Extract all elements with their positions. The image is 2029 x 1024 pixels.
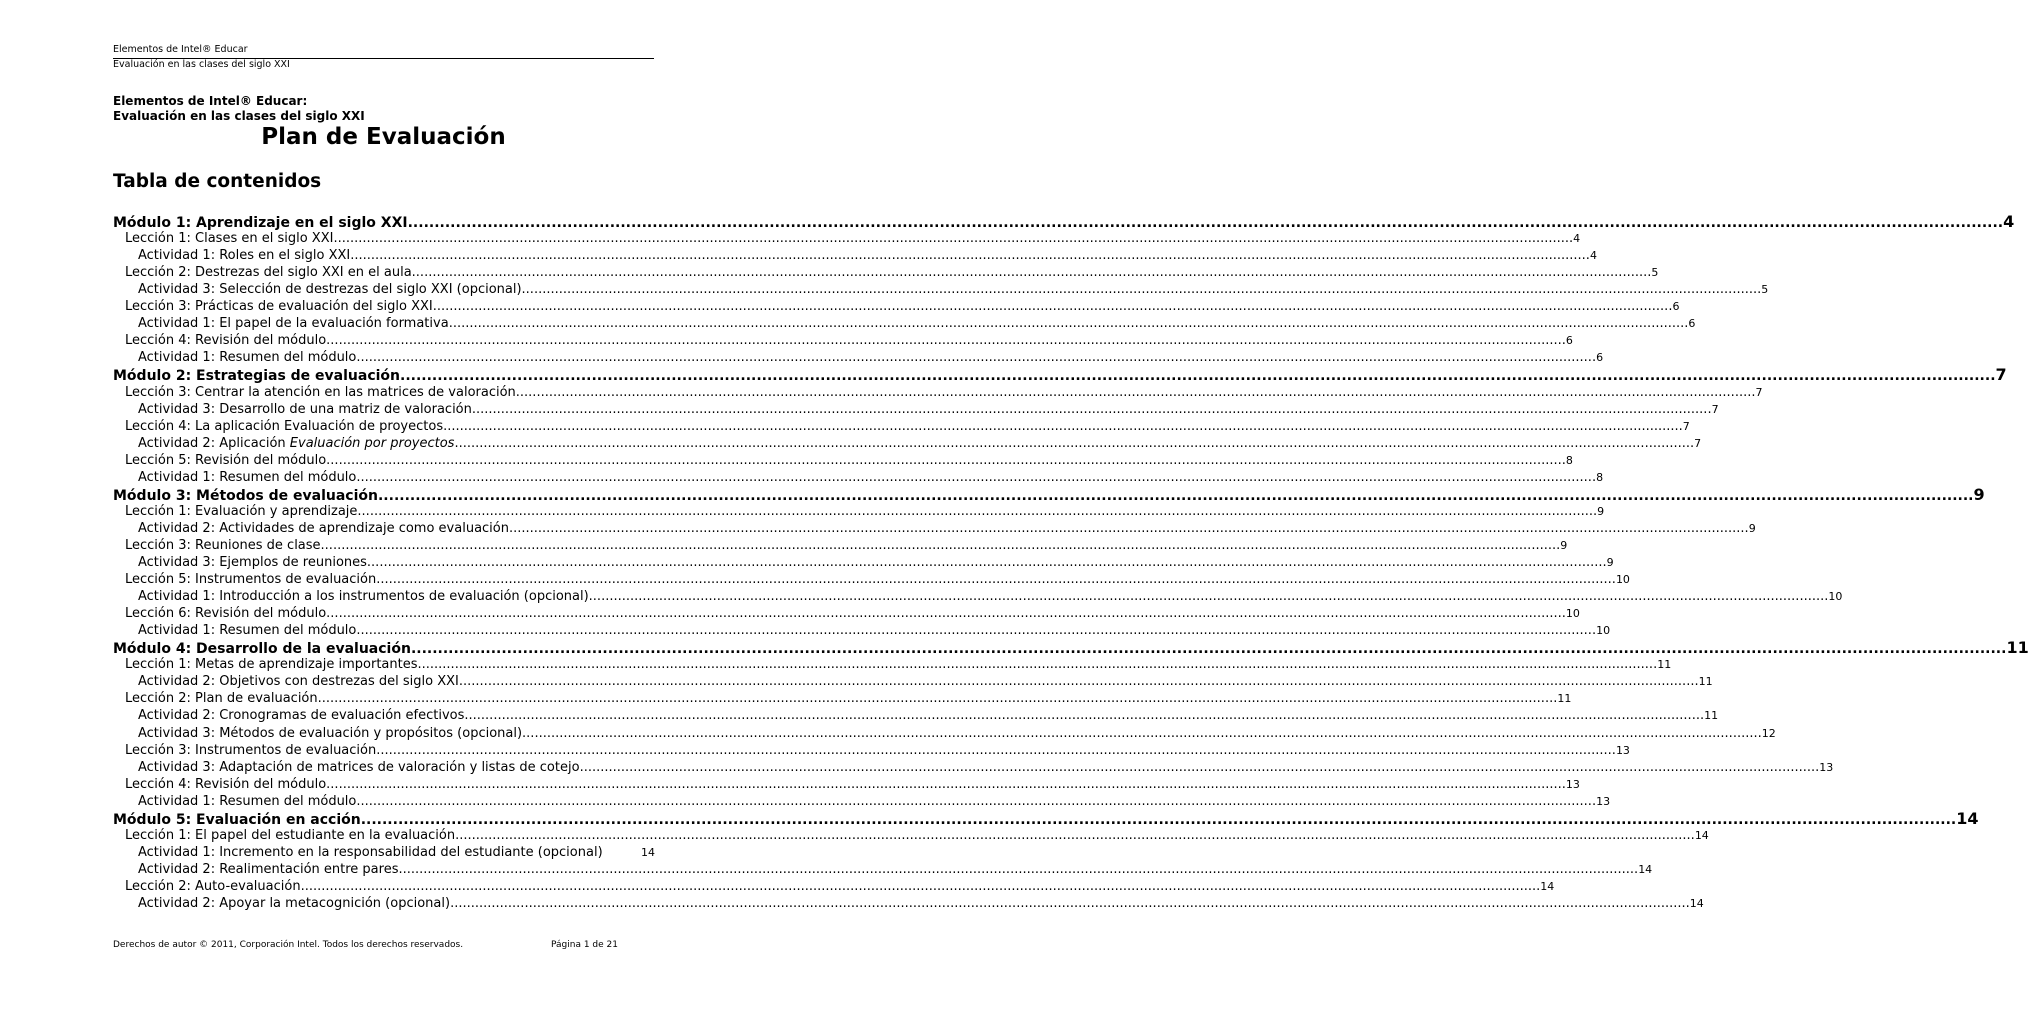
toc-entry[interactable] xyxy=(138,725,1776,742)
toc-entry-label: Actividad 1: Resumen del módulo xyxy=(138,350,357,366)
toc-entry[interactable] xyxy=(125,656,1672,673)
toc-entry-label: Lección 2: Plan de evaluación xyxy=(125,691,318,707)
toc-entry-label: Módulo 1: Aprendizaje en el siglo XXI xyxy=(113,215,408,231)
toc-entry[interactable] xyxy=(113,212,2015,231)
toc-entry-page: 10 xyxy=(1615,573,1630,587)
toc-entry[interactable] xyxy=(138,469,1604,486)
toc-entry[interactable] xyxy=(138,759,1834,776)
toc-entry-page: 8 xyxy=(1565,453,1573,467)
toc-entry-page: 4 xyxy=(1573,232,1581,246)
toc-leader-dots: ............................................................................................................................................................................................................................................................................................................ xyxy=(356,469,1597,485)
toc-entry-label: Lección 3: Prácticas de evaluación del siglo XXI xyxy=(125,299,433,315)
toc-leader-dots: ............................................................................................................................................................................................................................................................................................................ xyxy=(400,368,1996,385)
toc-entry-page: 14 xyxy=(1638,862,1653,876)
toc-entry-label: Lección 2: Auto-evaluación xyxy=(125,878,301,894)
toc-entry-page: 4 xyxy=(2003,212,2015,231)
footer-copyright: Derechos de autor © 2011, Corporación Intel. Todos los derechos reservados. xyxy=(113,940,464,950)
toc-entry-italic: Evaluación por proyectos xyxy=(289,435,455,451)
toc-entry-page: 7 xyxy=(1995,365,2007,385)
toc-entry-label: Lección 3: Instrumentos de evaluación xyxy=(125,742,377,758)
page-title: Plan de Evaluación xyxy=(261,124,506,150)
toc-entry[interactable] xyxy=(125,605,1580,622)
toc-entry-page: 13 xyxy=(1565,777,1580,791)
toc-entry-page: 7 xyxy=(1682,419,1690,433)
toc-entry-label: Actividad 1: Resumen del módulo xyxy=(138,793,357,809)
toc-entry-page: 11 xyxy=(2006,638,2029,658)
toc-entry-page: 9 xyxy=(1973,484,1985,504)
toc-leader-dots: ............................................................................................................................................................................................................................................................................................................ xyxy=(356,350,1597,366)
toc-entry-page: 13 xyxy=(1819,760,1834,774)
toc-entry[interactable] xyxy=(138,520,1756,537)
toc-entry-label: Actividad 1: Resumen del módulo xyxy=(138,623,357,639)
toc-entry-label: Lección 6: Revisión del módulo xyxy=(125,606,327,622)
toc-entry-label: Actividad 2: Cronogramas de evaluación efectivos xyxy=(138,708,465,724)
toc-entry-label: Lección 4: La aplicación Evaluación de proyectos xyxy=(125,418,444,434)
toc-leader-dots: ............................................................................................................................................................................................................................................................................................................ xyxy=(376,572,1616,588)
toc-entry[interactable] xyxy=(125,537,1568,554)
toc-entry-page: 6 xyxy=(1596,351,1604,365)
toc-entry-page: 14 xyxy=(641,845,655,859)
toc-leader-dots: ............................................................................................................................................................................................................................................................................................................ xyxy=(471,401,1712,417)
toc-entry[interactable] xyxy=(125,827,1709,844)
toc-entry-page: 11 xyxy=(1698,675,1713,689)
toc-entry[interactable] xyxy=(125,503,1605,520)
toc-entry-page: 14 xyxy=(1956,808,1979,828)
toc-entry-label: Módulo 5: Evaluación en acción xyxy=(113,811,361,828)
toc-entry-label: Módulo 4: Desarrollo de la evaluación xyxy=(113,641,411,658)
toc-entry-page: 10 xyxy=(1596,624,1611,638)
toc-entry-page: 8 xyxy=(1596,470,1604,484)
toc-leader-dots: ............................................................................................................................................................................................................................................................................................................ xyxy=(588,589,1829,605)
toc-entry[interactable] xyxy=(113,484,1985,504)
toc-entry-label: Actividad 2: Realimentación entre pares xyxy=(138,861,399,877)
toc-entry[interactable] xyxy=(138,861,1653,878)
toc-entry-label: Lección 5: Instrumentos de evaluación xyxy=(125,572,377,588)
toc-leader-dots: ............................................................................................................................................................................................................................................................................................................ xyxy=(326,776,1566,792)
toc-entry-page: 10 xyxy=(1828,590,1843,604)
toc-entry[interactable] xyxy=(113,638,2029,658)
toc-leader-dots: ............................................................................................................................................................................................................................................................................................................ xyxy=(357,503,1598,519)
toc-leader-dots: ............................................................................................................................................................................................................................................................................................................ xyxy=(356,623,1597,639)
footer-page-number: Página 1 de 21 xyxy=(551,940,618,950)
toc-leader-dots: ............................................................................................................................................................................................................................................................................................................ xyxy=(464,708,1705,724)
toc-entry-page: 6 xyxy=(1672,300,1680,314)
toc-entry[interactable] xyxy=(125,418,1690,435)
toc-entry-page: 11 xyxy=(1704,709,1719,723)
toc-entry-label: Actividad 1: Incremento en la responsabilidad del estudiante (opcional) xyxy=(138,844,603,860)
toc-leader-dots: ............................................................................................................................................................................................................................................................................................................ xyxy=(317,691,1558,707)
toc-leader-dots: ............................................................................................................................................................................................................................................................................................................ xyxy=(521,282,1762,298)
toc-entry[interactable] xyxy=(125,452,1573,469)
toc-leader-dots: ............................................................................................................................................................................................................................................................................................................ xyxy=(326,606,1566,622)
toc-entry-label: Lección 3: Reuniones de clase xyxy=(125,537,321,553)
toc-entry-page: 7 xyxy=(1711,402,1719,416)
toc-entry-label: Actividad 2: Aplicación Evaluación por proyectos xyxy=(138,435,455,451)
toc-entry-label: Actividad 3: Métodos de evaluación y propósitos (opcional) xyxy=(138,725,523,741)
toc-entry-label: Actividad 2: Actividades de aprendizaje como evaluación xyxy=(138,520,509,536)
toc-entry[interactable] xyxy=(125,776,1580,793)
toc-leader-dots: ............................................................................................................................................................................................................................................................................................................ xyxy=(455,827,1695,843)
toc-entry-page: 14 xyxy=(1540,879,1555,893)
toc-entry-label: Actividad 3: Desarrollo de una matriz de valoración xyxy=(138,401,472,417)
toc-leader-dots: ............................................................................................................................................................................................................................................................................................................ xyxy=(326,333,1566,349)
toc-entry-page: 6 xyxy=(1688,317,1696,331)
toc-entry[interactable] xyxy=(138,793,1611,810)
toc-leader-dots: ............................................................................................................................................................................................................................................................................................................ xyxy=(458,674,1699,690)
toc-leader-dots: ............................................................................................................................................................................................................................................................................................................ xyxy=(432,299,1673,315)
toc-entry-page: 13 xyxy=(1596,794,1611,808)
toc-entry[interactable] xyxy=(138,588,1843,605)
toc-entry-page: 9 xyxy=(1560,538,1568,552)
toc-entry-label: Actividad 3: Ejemplos de reuniones xyxy=(138,555,367,570)
toc-leader-dots: ............................................................................................................................................................................................................................................................................................................ xyxy=(333,231,1574,247)
toc-entry[interactable] xyxy=(138,707,1719,724)
toc-leader-dots: ............................................................................................................................................................................................................................................................................................................ xyxy=(350,248,1590,264)
toc-leader-dots: ............................................................................................................................................................................................................................................................................................................ xyxy=(326,452,1566,468)
toc-entry-page: 11 xyxy=(1657,658,1672,672)
toc-leader-dots: ............................................................................................................................................................................................................................................................................................................ xyxy=(515,384,1756,400)
document-subtitle-line1: Elementos de Intel® Educar: xyxy=(113,94,308,108)
document-subtitle-line2: Evaluación en las clases del siglo XXI xyxy=(113,109,365,123)
toc-entry-page: 7 xyxy=(1755,385,1763,399)
toc-entry-page: 5 xyxy=(1761,283,1769,297)
toc-entry-page: 9 xyxy=(1606,556,1614,569)
toc-entry-page: 12 xyxy=(1761,726,1776,740)
toc-entry-page: 7 xyxy=(1694,436,1702,450)
toc-entry[interactable] xyxy=(125,878,1555,895)
toc-leader-dots: ............................................................................................................................................................................................................................................................................................................ xyxy=(356,793,1597,809)
toc-entry[interactable] xyxy=(125,332,1573,349)
toc-leader-dots: ............................................................................................................................................................................................................................................................................................................ xyxy=(411,265,1652,281)
toc-entry[interactable] xyxy=(125,571,1630,588)
toc-entry-page: 11 xyxy=(1557,692,1572,706)
toc-leader-dots: ............................................................................................................................................................................................................................................................................................................ xyxy=(448,316,1689,332)
toc-entry-label: Actividad 2: Apoyar la metacognición (opcional) xyxy=(138,896,451,911)
toc-entry-page: 5 xyxy=(1651,266,1659,280)
toc-entry-page: 4 xyxy=(1589,249,1597,263)
toc-entry-label: Lección 3: Centrar la atención en las matrices de valoración xyxy=(125,384,516,400)
toc-heading: Tabla de contenidos xyxy=(113,171,322,192)
toc-leader-dots: ............................................................................................................................................................................................................................................................................................................ xyxy=(376,742,1616,758)
toc-entry[interactable] xyxy=(138,554,1614,571)
toc-entry-page: 14 xyxy=(1689,897,1704,910)
toc-entry[interactable] xyxy=(125,742,1630,759)
toc-entry-label: Lección 5: Revisión del módulo xyxy=(125,452,327,468)
toc-leader-dots: ............................................................................................................................................................................................................................................................................................................ xyxy=(398,861,1639,877)
toc-entry-label: Actividad 2: Objetivos con destrezas del siglo XXI xyxy=(138,674,459,690)
toc-entry-label: Lección 4: Revisión del módulo xyxy=(125,333,327,349)
toc-entry-label: Lección 1: El papel del estudiante en la evaluación xyxy=(125,827,456,843)
toc-entry[interactable] xyxy=(138,673,1713,690)
toc-leader-dots: ............................................................................................................................................................................................................................................................................................................ xyxy=(508,520,1749,536)
toc-entry-label: Actividad 1: Roles en el siglo XXI xyxy=(138,248,351,264)
toc-leader-dots: ............................................................................................................................................................................................................................................................................................................ xyxy=(410,641,2007,658)
toc-entry-label: Módulo 3: Métodos de evaluación xyxy=(113,487,378,504)
toc-entry[interactable] xyxy=(138,315,1696,332)
toc-leader-dots: ............................................................................................................................................................................................................................................................................................................ xyxy=(377,487,1974,504)
toc-entry[interactable] xyxy=(138,622,1611,639)
running-header-title: Elementos de Intel® Educar xyxy=(113,44,248,55)
toc-entry-label: Lección 1: Clases en el siglo XXI xyxy=(125,231,334,247)
toc-entry-page: 9 xyxy=(1597,504,1605,518)
toc-entry-page: 10 xyxy=(1565,607,1580,621)
toc-entry[interactable] xyxy=(138,895,1704,912)
toc-entry[interactable] xyxy=(138,247,1597,264)
toc-entry[interactable] xyxy=(125,264,1659,281)
toc-entry-label: Lección 1: Metas de aprendizaje importantes xyxy=(125,657,418,673)
toc-entry-label: Actividad 1: Introducción a los instrumentos de evaluación (opcional) xyxy=(138,589,589,605)
toc-entry-label: Módulo 2: Estrategias de evaluación xyxy=(113,368,400,385)
toc-entry-label: Lección 4: Revisión del módulo xyxy=(125,776,327,792)
toc-leader-dots: ............................................................................................................................................................................................................................................................................................................ xyxy=(450,896,1690,911)
toc-entry-label: Actividad 3: Adaptación de matrices de valoración y listas de cotejo xyxy=(138,759,580,775)
toc-entry[interactable] xyxy=(138,844,655,861)
toc-entry[interactable] xyxy=(125,298,1680,315)
toc-leader-dots: ............................................................................................................................................................................................................................................................................................................ xyxy=(443,418,1683,434)
toc-entry[interactable] xyxy=(113,365,2007,385)
toc-entry-page: 6 xyxy=(1565,334,1573,348)
toc-entry[interactable] xyxy=(113,808,1979,828)
toc-entry[interactable] xyxy=(125,690,1572,707)
toc-leader-dots: ............................................................................................................................................................................................................................................................................................................ xyxy=(360,811,1957,828)
toc-entry[interactable] xyxy=(138,349,1604,366)
toc-entry-label: Lección 2: Destrezas del siglo XXI en el aula xyxy=(125,265,412,281)
toc-leader-dots: ............................................................................................................................................................................................................................................................................................................ xyxy=(407,215,2004,231)
toc-leader-dots: ............................................................................................................................................................................................................................................................................................................ xyxy=(417,657,1658,673)
toc-entry-page: 14 xyxy=(1694,828,1709,842)
toc-leader-dots: ............................................................................................................................................................................................................................................................................................................ xyxy=(579,759,1820,775)
toc-leader-dots: ............................................................................................................................................................................................................................................................................................................ xyxy=(320,537,1561,553)
toc-leader-dots: ............................................................................................................................................................................................................................................................................................................ xyxy=(366,555,1607,570)
toc-entry[interactable] xyxy=(138,281,1769,298)
toc-entry-label: Actividad 1: Resumen del módulo xyxy=(138,469,357,485)
toc-entry-label: Lección 1: Evaluación y aprendizaje xyxy=(125,503,358,519)
toc-entry-label: Actividad 1: El papel de la evaluación formativa xyxy=(138,316,449,332)
toc-leader-dots: ............................................................................................................................................................................................................................................................................................................ xyxy=(454,435,1695,451)
toc-entry-page: 9 xyxy=(1748,521,1756,535)
toc-entry[interactable] xyxy=(138,435,1702,452)
toc-entry-label: Actividad 3: Selección de destrezas del siglo XXI (opcional) xyxy=(138,282,522,298)
toc-entry[interactable] xyxy=(125,384,1763,401)
toc-entry-page: 13 xyxy=(1615,743,1630,757)
toc-leader-dots: ............................................................................................................................................................................................................................................................................................................ xyxy=(300,878,1541,894)
toc-entry[interactable] xyxy=(138,401,1719,418)
running-header-subtitle: Evaluación en las clases del siglo XXI xyxy=(113,59,290,70)
toc-leader-dots: ............................................................................................................................................................................................................................................................................................................ xyxy=(522,725,1762,741)
toc-entry[interactable] xyxy=(125,230,1581,247)
